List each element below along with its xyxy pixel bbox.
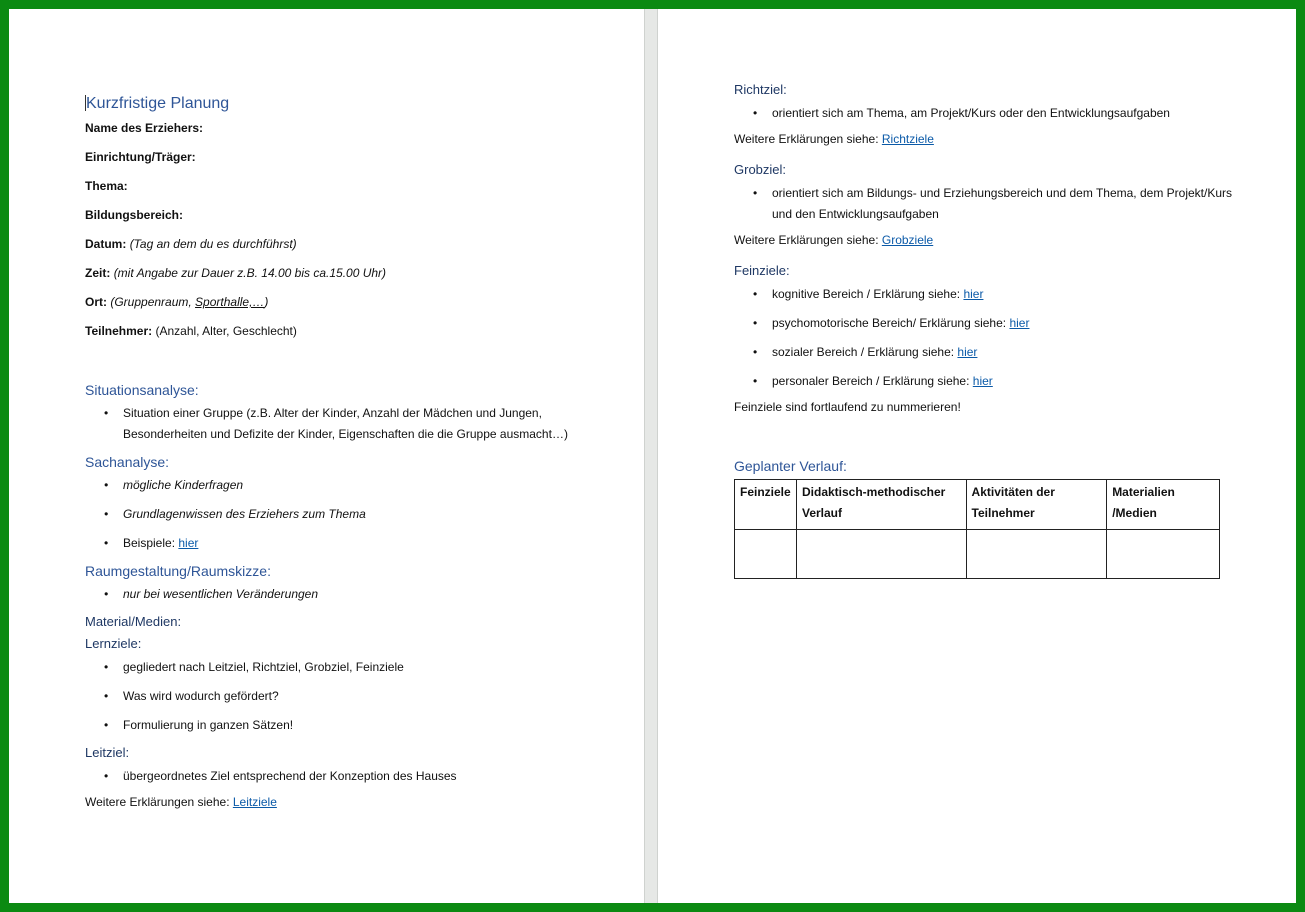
richtziele-link[interactable]: Richtziele	[881, 132, 934, 146]
list-item: • personaler Bereich / Erklärung siehe: hier	[772, 371, 1234, 392]
document-view	[9, 9, 1296, 903]
sporthalle-link[interactable]: Sporthalle,…	[195, 295, 265, 309]
field-name[interactable]: Name des Erziehers:	[85, 121, 204, 135]
heading-lernziele: Lernziele:	[85, 636, 142, 651]
sozialer-link[interactable]: hier	[957, 345, 978, 359]
page-right	[658, 9, 1296, 903]
kognitive-link[interactable]: hier	[963, 287, 984, 301]
psychomotorische-link[interactable]: hier	[1009, 316, 1030, 330]
table-cell[interactable]	[1107, 530, 1220, 579]
table-cell[interactable]	[966, 530, 1107, 579]
heading-feinziele: Feinziele:	[734, 263, 790, 278]
personaler-link[interactable]: hier	[972, 374, 993, 388]
leitziele-link[interactable]: Leitziele	[232, 795, 277, 809]
list-item: • nur bei wesentlichen Veränderungen	[123, 584, 605, 605]
list-item: • gegliedert nach Leitziel, Richtziel, Grobziel, Feinziele	[123, 657, 605, 678]
grobziel-list	[734, 183, 1234, 225]
list-item: • kognitive Bereich / Erklärung siehe: hier	[772, 284, 1234, 305]
heading-grobziel: Grobziel:	[734, 162, 787, 177]
richtziel-more: Weitere Erklärungen siehe: Richtziele	[734, 132, 934, 146]
grobziel-more: Weitere Erklärungen siehe: Grobziele	[734, 233, 934, 247]
table-cell[interactable]	[735, 530, 797, 579]
document-title[interactable]: Kurzfristige Planung	[86, 95, 230, 112]
raum-list	[85, 584, 605, 605]
beispiele-link[interactable]: hier	[178, 536, 199, 550]
list-item: • Was wird wodurch gefördert?	[123, 686, 605, 707]
heading-material: Material/Medien:	[85, 614, 182, 629]
table-header-cell[interactable]: Aktivitäten der Teilnehmer	[966, 480, 1107, 530]
heading-situationsanalyse: Situationsanalyse:	[85, 382, 199, 398]
heading-raumgestaltung: Raumgestaltung/Raumskizze:	[85, 563, 271, 579]
richtziel-list	[734, 103, 1234, 124]
heading-sachanalyse: Sachanalyse:	[85, 454, 170, 470]
table-row	[735, 530, 1220, 579]
table-header-cell[interactable]: Materialien /Medien	[1107, 480, 1220, 530]
table-cell[interactable]	[796, 530, 966, 579]
field-einrichtung[interactable]: Einrichtung/Träger:	[85, 150, 196, 164]
page-gutter	[644, 9, 658, 903]
field-datum[interactable]: Datum: (Tag an dem du es durchführst)	[85, 237, 297, 251]
verlauf-table	[734, 479, 1220, 579]
page-right-content	[734, 81, 1234, 579]
table-header-row	[735, 480, 1220, 530]
list-item: • Beispiele: hier	[123, 533, 605, 554]
list-item: • übergeordnetes Ziel entsprechend der Konzeption des Hauses	[123, 766, 605, 787]
list-item: • Formulierung in ganzen Sätzen!	[123, 715, 605, 736]
list-item: • psychomotorische Bereich/ Erklärung siehe: hier	[772, 313, 1234, 334]
field-ort[interactable]: Ort: (Gruppenraum, Sporthalle,…)	[85, 295, 269, 309]
field-thema[interactable]: Thema:	[85, 179, 128, 193]
table-header-cell[interactable]: Feinziele	[735, 480, 797, 530]
feinziele-note: Feinziele sind fortlaufend zu nummerieren!	[734, 400, 961, 414]
list-item: • Grundlagenwissen des Erziehers zum Thema	[123, 504, 605, 525]
grobziele-link[interactable]: Grobziele	[881, 233, 934, 247]
leitziel-more: Weitere Erklärungen siehe: Leitziele	[85, 795, 277, 809]
leitziel-list	[85, 766, 605, 787]
field-teilnehmer[interactable]: Teilnehmer: (Anzahl, Alter, Geschlecht)	[85, 324, 297, 338]
sach-list	[85, 475, 605, 554]
feinziele-list	[734, 284, 1234, 392]
list-item: • mögliche Kinderfragen	[123, 475, 605, 496]
page-left	[9, 9, 644, 903]
list-item: • Situation einer Gruppe (z.B. Alter der Kinder, Anzahl der Mädchen und Jungen, Besonderheiten und Defizite der Kinder, Eigenschaften die die Gruppe ausmacht…)	[123, 403, 605, 445]
situation-list	[85, 403, 605, 445]
lernziele-list	[85, 657, 605, 736]
table-header-cell[interactable]: Didaktisch-methodischer Verlauf	[796, 480, 966, 530]
list-item: • orientiert sich am Thema, am Projekt/Kurs oder den Entwicklungsaufgaben	[772, 103, 1234, 124]
field-zeit[interactable]: Zeit: (mit Angabe zur Dauer z.B. 14.00 bis ca.15.00 Uhr)	[85, 266, 387, 280]
list-item: • orientiert sich am Bildungs- und Erziehungsbereich und dem Thema, dem Projekt/Kurs und den Entwicklungsaufgaben	[772, 183, 1234, 225]
heading-leitziel: Leitziel:	[85, 745, 130, 760]
heading-geplanter-verlauf: Geplanter Verlauf:	[734, 458, 847, 474]
heading-richtziel: Richtziel:	[734, 82, 787, 97]
field-bildungsbereich[interactable]: Bildungsbereich:	[85, 208, 184, 222]
list-item: • sozialer Bereich / Erklärung siehe: hier	[772, 342, 1234, 363]
page-left-content	[85, 95, 605, 824]
